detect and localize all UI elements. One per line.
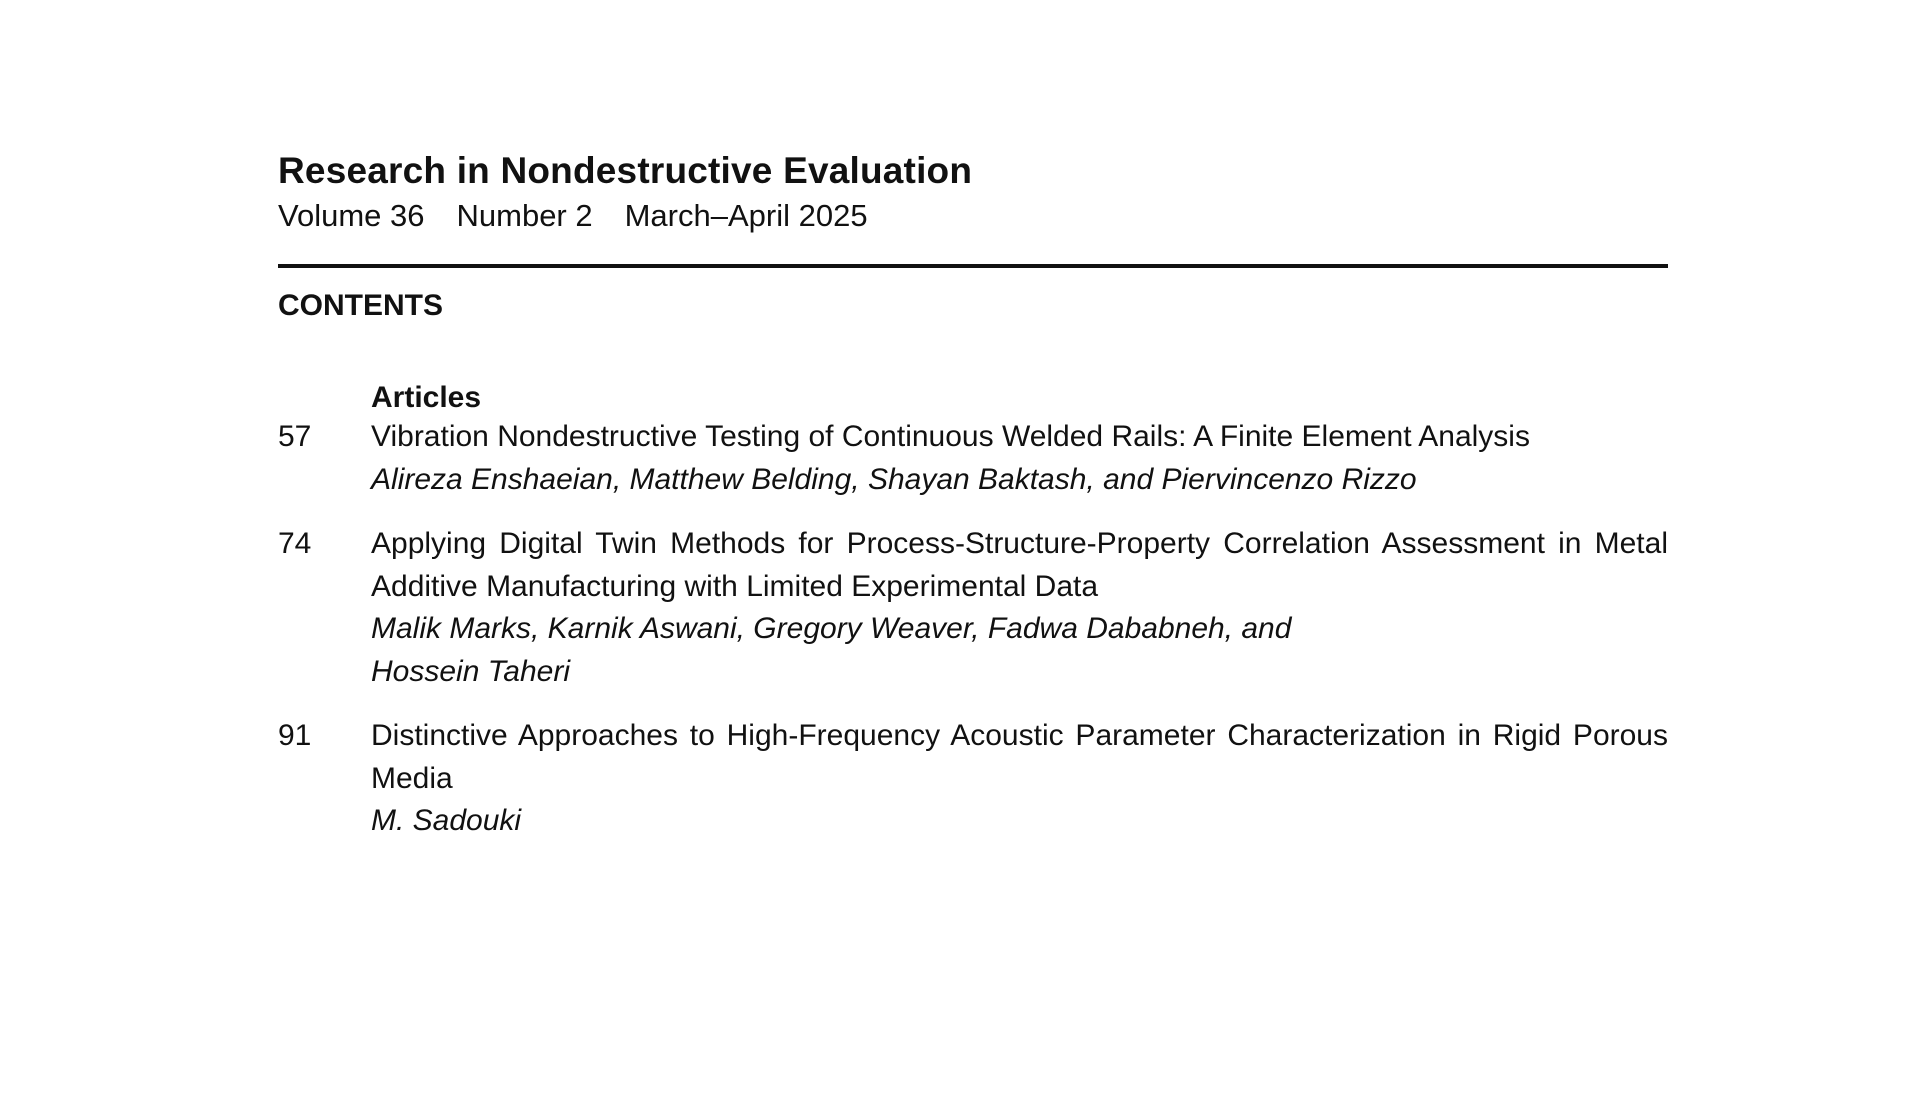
entry-title[interactable]: Vibration Nondestructive Testing of Continuous Welded Rails: A Finite Element Analysis — [371, 420, 1530, 453]
entry-title[interactable]: Applying Digital Twin Methods for Process-Structure-Property Correlation Assessment in Metal Additive Manufacturing with Limited Experimental Data — [371, 527, 1668, 603]
issue-number-label: Number 2 — [456, 198, 593, 233]
entry-authors: Malik Marks, Karnik Aswani, Gregory Weaver, Fadwa Dababneh, and — [371, 612, 1292, 645]
entry-page-number: 57 — [278, 420, 312, 453]
issue-info — [278, 196, 1668, 236]
entry-page-number: 74 — [278, 527, 312, 560]
toc-entry[interactable] — [278, 523, 1668, 693]
entry-title[interactable]: Distinctive Approaches to High-Frequency Acoustic Parameter Characterization in Rigid Porous Media — [371, 719, 1668, 795]
volume-label: Volume 36 — [278, 198, 425, 233]
entry-page-number: 91 — [278, 719, 312, 752]
entry-authors: M. Sadouki — [371, 804, 522, 837]
toc-entry[interactable] — [278, 715, 1668, 843]
header-divider — [278, 264, 1668, 268]
toc-entry[interactable] — [278, 416, 1668, 501]
entry-authors-continued: Hossein Taheri — [371, 654, 570, 688]
entry-authors: Alireza Enshaeian, Matthew Belding, Shayan Baktash, and Piervincenzo Rizzo — [371, 462, 1417, 496]
section-heading-articles: Articles — [371, 381, 482, 414]
issue-date-label: March–April 2025 — [624, 198, 868, 233]
contents-heading: CONTENTS — [278, 289, 443, 322]
table-of-contents — [278, 146, 1668, 843]
journal-title: Research in Nondestructive Evaluation — [278, 150, 973, 191]
